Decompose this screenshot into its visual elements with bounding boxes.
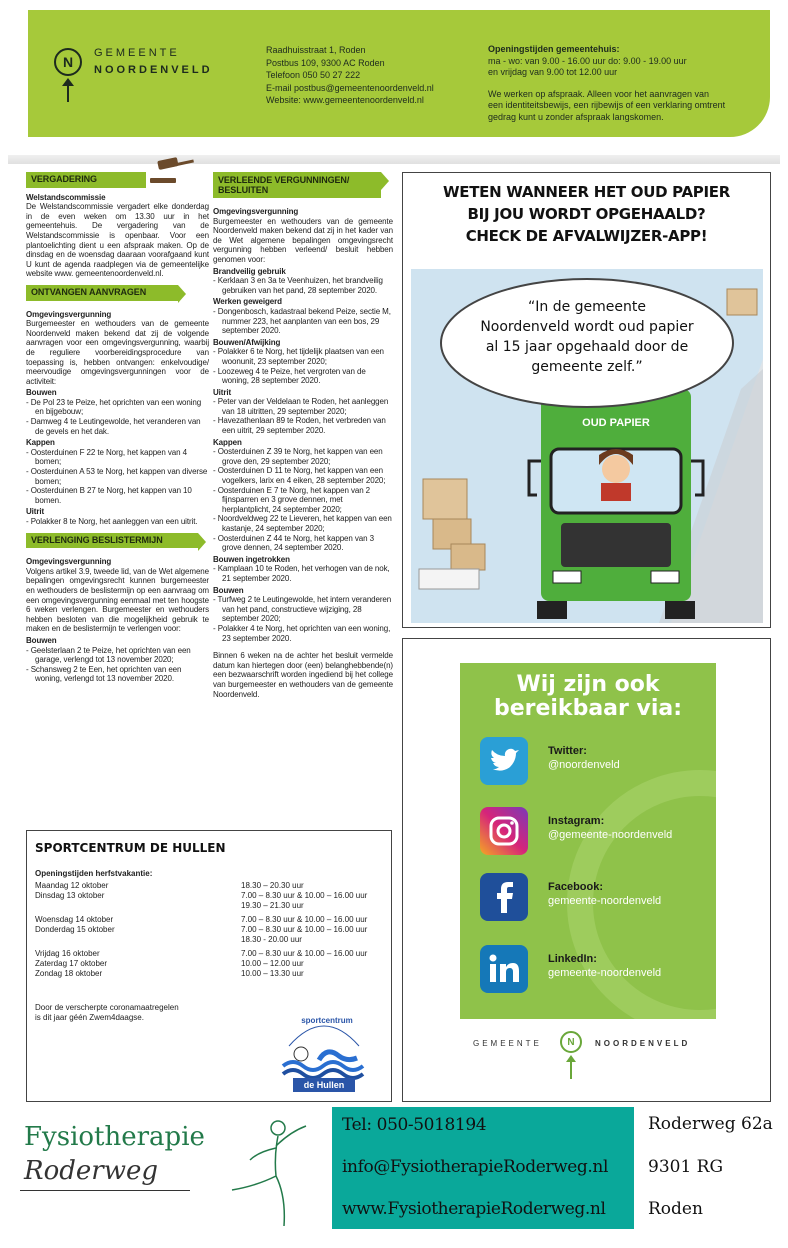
contact-panel bbox=[332, 1107, 634, 1229]
contact-address bbox=[266, 44, 434, 107]
section-header-ontvangen: ONTVANGEN AANVRAGEN bbox=[26, 285, 178, 301]
quote-bubble: “In de gemeente Noordenveld wordt oud papier al 15 jaar opgehaald door de gemeente zelf.” bbox=[480, 299, 694, 375]
group-title: Uitrit bbox=[26, 507, 45, 517]
appointment-line: We werken op afspraak. Alleen voor het aanvragen van bbox=[488, 88, 709, 99]
header-banner bbox=[28, 10, 770, 137]
social-name: LinkedIn: bbox=[548, 953, 597, 965]
address-line: Postbus 109, 9300 AC Roden bbox=[266, 57, 385, 68]
schedule-day: Woensdag 14 oktober bbox=[35, 915, 114, 924]
section-header-verlenging: VERLENGING BESLISTERMIJN bbox=[26, 533, 198, 549]
appointment-line: gedrag kunt u zonder afspraak langskomen. bbox=[488, 111, 664, 122]
opening-hours bbox=[488, 44, 756, 123]
instagram-icon bbox=[480, 807, 528, 855]
website-link[interactable]: Website: www.gemeentenoordenveld.nl bbox=[266, 95, 424, 105]
hours-line: ma - wo: van 9.00 - 16.00 uur do: 9.00 - 19.00 uur bbox=[488, 55, 687, 66]
logo-arrow-icon bbox=[570, 1057, 572, 1079]
logo-line1: GEMEENTE bbox=[94, 47, 180, 59]
social-handle: @noordenveld bbox=[548, 759, 620, 771]
brand-line1: Fysiotherapie bbox=[24, 1122, 205, 1152]
logo-bottom-text: de Hullen bbox=[303, 1080, 345, 1090]
schedule-time: 10.00 – 12.00 uur bbox=[241, 959, 304, 968]
logo-arrow-icon bbox=[67, 80, 69, 102]
subheading: Omgevingsvergunning bbox=[26, 557, 112, 567]
schedule-time: 7.00 – 8.30 uur & 10.00 – 16.00 uur bbox=[241, 949, 368, 958]
list-item: - De Pol 23 te Peize, het oprichten van een woning en bijgebouw; bbox=[26, 397, 202, 417]
phone-text: Tel: 050-5018194 bbox=[342, 1115, 487, 1135]
logo-top-text: sportcentrum bbox=[301, 1016, 353, 1025]
subheading: Omgevingsvergunning bbox=[213, 207, 299, 216]
logo-left-text: GEMEENTE bbox=[473, 1039, 542, 1048]
brand-line2: Roderweg bbox=[24, 1156, 158, 1186]
fysio-brand bbox=[20, 1108, 330, 1238]
list-item: - Polakker 4 te Norg, het oprichten van een woning, 23 september 2020. bbox=[213, 623, 391, 643]
list-item: - Loozeweg 4 te Peize, het vergroten van de woning, 28 september 2020. bbox=[213, 366, 366, 386]
paragraph: Burgemeester en wethouders van de gemeente Noordenveld maken bekend dat zij de volgende aanvragen voor een omgevingsvergunning, waarbij de reguliere voorbereidingsprocedure van toepassing is, hebben ontvangen: enkelvoudige/ meervoudige omgevingsvergunningen voor de activiteit: bbox=[26, 319, 209, 386]
list-item: - Oosterduinen F 22 te Norg, het kappen van 4 bomen; bbox=[26, 447, 187, 467]
paragraph: Burgemeester en wethouders van de gemeente Noordenveld maken bekend dat zij in het kader van de Wet algemene bepalingen omgevingsrecht vergunning hebben verleend/ besluit hebben genomen voor: bbox=[213, 216, 393, 264]
schedule-day: Zaterdag 17 oktober bbox=[35, 959, 108, 968]
schedule-day: Vrijdag 16 oktober bbox=[35, 949, 100, 958]
list-item: - Peter van der Veldelaan te Roden, het aanleggen van 18 uitritten, 29 september 2020; bbox=[213, 397, 389, 416]
schedule-time: 19.30 – 21.30 uur bbox=[241, 901, 304, 910]
schedule-time: 18.30 - 20.00 uur bbox=[241, 935, 302, 944]
ad-title: WETEN WANNEER HET OUD PAPIER BIJ JOU WORDT OPGEHAALD? CHECK DE AFVALWIJZER-APP! bbox=[443, 183, 730, 245]
social-linkedin[interactable] bbox=[480, 945, 710, 995]
municipality-logo-small bbox=[403, 1033, 770, 1093]
list-item: - Turfweg 2 te Leutingewolde, het intern veranderen van het pand, constructieve wijziging, 28 september 2020; bbox=[213, 595, 392, 624]
address-line: Raadhuisstraat 1, Roden bbox=[266, 45, 366, 55]
column-left bbox=[26, 172, 209, 684]
social-heading: Wij zijn ook bereikbaar via: bbox=[493, 672, 683, 721]
logo-n-icon: N bbox=[54, 48, 82, 76]
sportcentrum-logo bbox=[279, 1016, 369, 1096]
list-item: - Oosterduinen B 27 te Norg, het kappen van 10 bomen. bbox=[26, 486, 192, 505]
list-item: - Oosterduinen E 7 te Norg, het kappen van 2 fijnsparren en 3 grove dennen, met herplantplicht, 24 september 2020; bbox=[213, 485, 371, 514]
logo-line2: NOORDENVELD bbox=[94, 64, 213, 76]
list-item: - Kamplaan 10 te Roden, het verhogen van de nok, 21 september 2020. bbox=[213, 564, 390, 583]
social-panel bbox=[460, 663, 716, 1019]
paragraph: De Welstandscommissie vergadert elke donderdag in de even weken om 13.30 uur in het gemeentehuis. De vergadering van de Welstandscommissie is openbaar. Voor een plantoelichting dient u een afspraak maken. Op de dinsdag en de woensdag daaraan voorafgaand kunt U kunt de agenda raadplegen via de gemeentelijke website www. gemeentenoordenveld.nl. bbox=[26, 202, 209, 279]
list-item: - Damweg 4 te Leutingewolde, het veranderen van de gevels en het dak. bbox=[26, 417, 201, 436]
paragraph: Volgens artikel 3.9, tweede lid, van de Wet algemene bepalingen omgevingsrecht kunnen burgemeester en wethouders de beslistermijn op een aanvraag om een omgevingsvergunning eenmaal met ten hoogste 6 weken verlengen. Burgemeester en wethouders hebben besloten van die mogelijkheid gebruik te maken en de beslistermijn te verlengen voor: bbox=[26, 566, 209, 634]
list-item: - Havezathenlaan 89 te Roden, het verbreden van een uitrit, 29 september 2020. bbox=[213, 416, 386, 436]
list-item: - Geelsterlaan 2 te Peize, het oprichten van een garage, verlengd tot 13 november 2020; bbox=[26, 645, 191, 665]
social-handle: gemeente-noordenveld bbox=[548, 895, 662, 907]
hours-title: Openingstijden gemeentehuis: bbox=[488, 44, 620, 54]
list-item: - Oosterduinen A 53 te Norg, het kappen van diverse bomen; bbox=[26, 467, 208, 486]
social-handle: @gemeente-noordenveld bbox=[548, 829, 673, 841]
list-item: - Noordveldweg 22 te Lieveren, het kappen van een kastanje, 24 september 2020; bbox=[213, 514, 392, 533]
website-link[interactable]: www.FysiotherapieRoderweg.nl bbox=[342, 1199, 606, 1219]
group-title: Bouwen bbox=[213, 585, 244, 595]
linkedin-icon bbox=[480, 945, 528, 993]
schedule-time: 7.00 – 8.30 uur & 10.00 – 16.00 uur bbox=[241, 891, 368, 900]
street-text: Roderweg 62a bbox=[648, 1114, 773, 1134]
twitter-icon bbox=[480, 737, 528, 785]
social-name: Facebook: bbox=[548, 881, 604, 893]
paragraph: Binnen 6 weken na de achter het besluit vermelde datum kan hiertegen door (een) belanghebbende(n) een bezwaarschrift worden ingediend bij het college van burgemeester en wethouders van de gemeente Noordenveld. bbox=[213, 651, 393, 699]
section-header-vergadering: VERGADERING bbox=[26, 172, 146, 188]
sport-title: SPORTCENTRUM DE HULLEN bbox=[35, 841, 226, 855]
group-title: Brandveilig gebruik bbox=[213, 266, 286, 276]
list-item: - Oosterduinen Z 39 te Norg, het kappen van een grove den, 29 september 2020; bbox=[213, 447, 383, 466]
schedule-day: Maandag 12 oktober bbox=[35, 881, 109, 890]
group-title: Kappen bbox=[26, 438, 55, 448]
truck-label: OUD PAPIER bbox=[582, 417, 650, 429]
group-title: Kappen bbox=[213, 437, 242, 447]
sport-subtitle: Openingstijden herfstvakantie: bbox=[35, 869, 153, 878]
sportcentrum-box bbox=[26, 830, 392, 1102]
social-name: Instagram: bbox=[548, 815, 605, 827]
subheading: Omgevingsvergunning bbox=[26, 309, 112, 319]
list-item: - Dongenbosch, kadastraal bekend Peize, sectie M, nummer 223, het aanplanten van een bos, 29 september 2020. bbox=[213, 306, 391, 336]
email-link[interactable]: info@FysiotherapieRoderweg.nl bbox=[342, 1157, 608, 1177]
column-middle bbox=[213, 172, 393, 699]
corona-note: Door de verscherpte coronamaatregelen is dit jaar géén Zwem4daagse. bbox=[35, 1003, 179, 1022]
logo-n-icon: N bbox=[560, 1031, 582, 1053]
group-title: Bouwen bbox=[26, 635, 57, 645]
social-instagram[interactable] bbox=[480, 807, 710, 857]
appointment-line: een identiteitsbewijs, een rijbewijs of een verklaring omtrent bbox=[488, 100, 726, 110]
list-item: - Oosterduinen Z 44 te Norg, het kappen van 3 grove dennen, 24 september 2020. bbox=[213, 533, 374, 553]
phone-line: Telefoon 050 50 27 222 bbox=[266, 70, 361, 80]
list-item: - Polakker 8 te Norg, het aanleggen van een uitrit. bbox=[26, 517, 198, 526]
group-title: Bouwen ingetrokken bbox=[213, 554, 290, 564]
schedule-time: 7.00 – 8.30 uur & 10.00 – 16.00 uur bbox=[241, 925, 368, 934]
list-item: - Oosterduinen D 11 te Norg, het kappen van een vogelkers, larix en 4 eiken, 28 september 2020; bbox=[213, 466, 386, 486]
section-header-verleende: VERLEENDE VERGUNNINGEN/ BESLUITEN bbox=[213, 172, 381, 198]
city-text: Roden bbox=[648, 1199, 703, 1219]
section-divider bbox=[8, 155, 780, 164]
subheading: Welstandscommissie bbox=[26, 192, 106, 202]
truck-illustration bbox=[411, 269, 763, 623]
municipality-logo bbox=[54, 42, 254, 122]
group-title: Bouwen/Afwijking bbox=[213, 337, 281, 347]
schedule-day: Donderdag 15 oktober bbox=[35, 925, 115, 934]
logo-right-text: NOORDENVELD bbox=[595, 1039, 691, 1048]
schedule-day: Zondag 18 oktober bbox=[35, 969, 103, 978]
list-item: - Schansweg 2 te Een, het oprichten van een woning, verlengd tot 13 november 2020. bbox=[26, 664, 182, 684]
social-facebook[interactable] bbox=[480, 873, 710, 923]
schedule-time: 7.00 – 8.30 uur & 10.00 – 16.00 uur bbox=[241, 915, 368, 924]
brand-rule bbox=[20, 1190, 190, 1191]
schedule-day: Dinsdag 13 oktober bbox=[35, 891, 105, 900]
group-title: Uitrit bbox=[213, 387, 232, 397]
social-media-ad bbox=[402, 638, 771, 1102]
schedule-time: 10.00 – 13.30 uur bbox=[241, 969, 304, 978]
list-item: - Kerklaan 3 en 3a te Veenhuizen, het brandveilig gebruiken van het pand, 28 september 2020. bbox=[213, 276, 383, 295]
dancer-figure-icon bbox=[226, 1112, 316, 1232]
hours-line: en vrijdag van 9.00 tot 12.00 uur bbox=[488, 67, 618, 77]
social-handle: gemeente-noordenveld bbox=[548, 967, 662, 979]
social-twitter[interactable] bbox=[480, 737, 710, 787]
group-title: Werken geweigerd bbox=[213, 297, 282, 307]
facebook-icon bbox=[480, 873, 528, 921]
list-item: - Polakker 6 te Norg, het tijdelijk plaatsen van een woonunit, 23 september 2020; bbox=[213, 347, 384, 366]
group-title: Bouwen bbox=[26, 388, 57, 398]
email-link[interactable]: E-mail postbus@gemeentenoordenveld.nl bbox=[266, 82, 434, 93]
oud-papier-ad bbox=[402, 172, 771, 628]
social-name: Twitter: bbox=[548, 745, 587, 757]
schedule-time: 18.30 – 20.30 uur bbox=[241, 881, 304, 890]
zip-text: 9301 RG bbox=[648, 1157, 724, 1177]
